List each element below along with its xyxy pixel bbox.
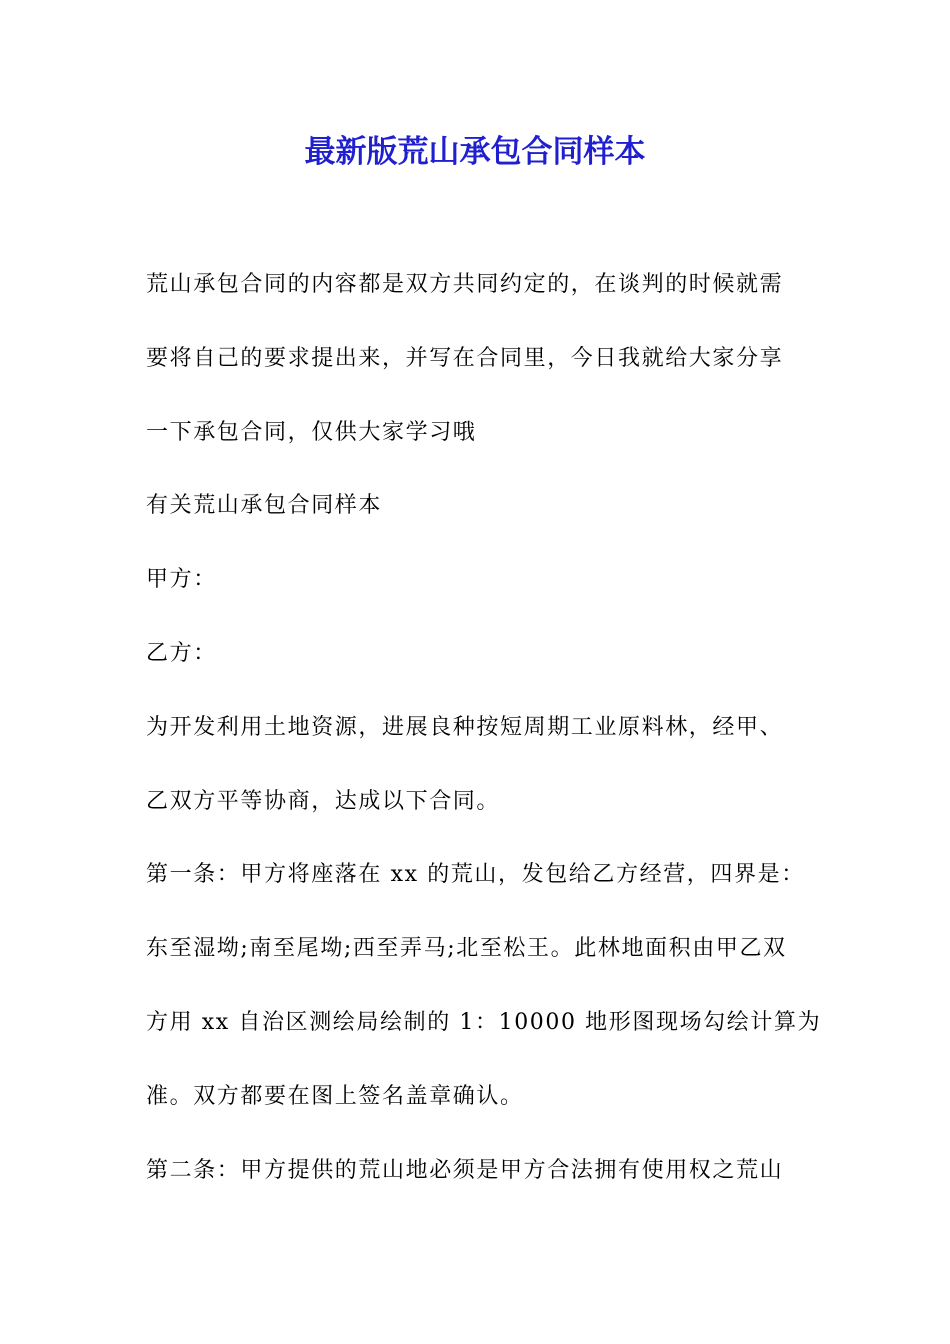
paragraph-line: 一下承包合同，仅供大家学习哦 <box>146 419 477 445</box>
clause-line: 方用 xx 自治区测绘局绘制的 1：10000 地形图现场勾绘计算为 <box>146 1009 822 1035</box>
clause-line: 第一条：甲方将座落在 xx 的荒山，发包给乙方经营，四界是： <box>146 862 805 888</box>
clause-line: 东至湿坳;南至尾坳;西至弄马;北至松王。此林地面积由甲乙双 <box>146 936 787 962</box>
document-title: 最新版荒山承包合同样本 <box>304 134 646 170</box>
party-a-label: 甲方： <box>146 567 217 593</box>
document-body <box>146 262 822 1221</box>
paragraph-line: 荒山承包合同的内容都是双方共同约定的，在谈判的时候就需 <box>146 272 784 297</box>
clause-line: 准。双方都要在图上签名盖章确认。 <box>146 1083 524 1109</box>
paragraph-line: 为开发利用土地资源，进展良种按短周期工业原料林，经甲、 <box>146 714 784 740</box>
party-b-label: 乙方： <box>146 640 217 666</box>
clause-line: 第二条：甲方提供的荒山地必须是甲方合法拥有使用权之荒山 <box>146 1157 784 1183</box>
paragraph-line: 要将自己的要求提出来，并写在合同里，今日我就给大家分享 <box>146 345 784 371</box>
section-heading: 有关荒山承包合同样本 <box>146 493 383 519</box>
paragraph-line: 乙双方平等协商，达成以下合同。 <box>146 788 501 814</box>
